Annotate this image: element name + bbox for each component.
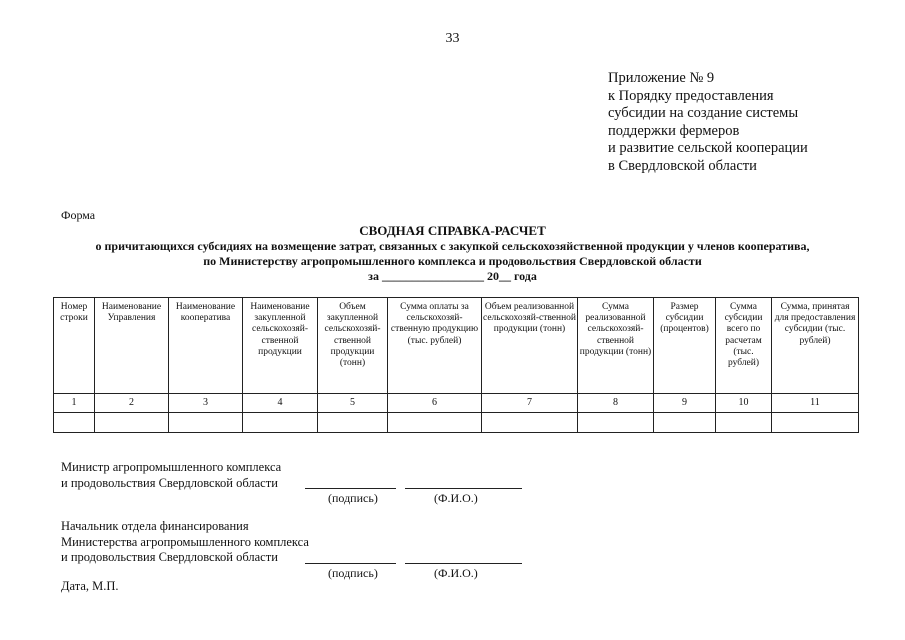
table-cell[interactable] — [95, 413, 169, 433]
name-caption: (Ф.И.О.) — [434, 566, 478, 580]
document-period: за _________________ 20__ года — [368, 269, 537, 283]
signature-caption: (подпись) — [328, 491, 378, 505]
table-cell[interactable] — [318, 413, 388, 433]
document-subtitle: о причитающихся субсидиях на возмещение затрат, связанных с закупкой сельскохозяйственной продукции у членов кооператива, — [95, 239, 810, 253]
table-cell[interactable] — [54, 413, 95, 433]
column-number: 7 — [482, 394, 578, 413]
date-stamp-label: Дата, М.П. — [61, 579, 119, 593]
column-number: 3 — [169, 394, 243, 413]
appendix-line: в Свердловской области — [608, 157, 757, 174]
column-header: Объем закупленной сельскохозяй-ственной продукции (тонн) — [318, 298, 388, 394]
signer-title-line: Министерства агропромышленного комплекса — [61, 534, 309, 549]
calculation-table — [53, 297, 859, 433]
minister-title — [61, 460, 281, 491]
signer-title-line: Начальник отдела финансирования — [61, 519, 249, 533]
signer-title-line: Министр агропромышленного комплекса — [61, 460, 282, 474]
column-header: Сумма субсидии всего по расчетам (тыс. рублей) — [716, 298, 772, 394]
column-header: Сумма реализованной сельскохозяй-ственной продукции (тонн) — [578, 298, 654, 394]
form-label: Форма — [61, 208, 96, 222]
minister-name-line[interactable] — [405, 488, 522, 489]
column-header: Сумма, принятая для предоставления субсидии (тыс. рублей) — [772, 298, 859, 394]
column-header: Наименование закупленной сельскохозяй-ственной продукции — [243, 298, 318, 394]
column-number: 11 — [772, 394, 859, 413]
column-number: 9 — [654, 394, 716, 413]
table-cell[interactable] — [716, 413, 772, 433]
column-number: 8 — [578, 394, 654, 413]
minister-signature-line[interactable] — [305, 488, 396, 489]
column-number: 4 — [243, 394, 318, 413]
appendix-block — [608, 70, 808, 175]
column-number: 1 — [54, 394, 95, 413]
signer-title-line: и продовольствия Свердловской области — [61, 475, 278, 490]
column-header: Номер строки — [54, 298, 95, 394]
column-number: 5 — [318, 394, 388, 413]
table-row — [54, 413, 859, 433]
table-cell[interactable] — [169, 413, 243, 433]
appendix-line: Приложение № 9 — [608, 70, 715, 86]
column-header: Наименование Управления — [95, 298, 169, 394]
document-subtitle: по Министерству агропромышленного комплекса и продовольствия Свердловской области — [203, 254, 702, 268]
name-caption: (Ф.И.О.) — [434, 491, 478, 505]
column-header: Сумма оплаты за сельскохозяй-ственную продукцию (тыс. рублей) — [388, 298, 482, 394]
signature-caption: (подпись) — [328, 566, 378, 580]
table-cell[interactable] — [654, 413, 716, 433]
table-cell[interactable] — [482, 413, 578, 433]
column-number: 10 — [716, 394, 772, 413]
column-number: 6 — [388, 394, 482, 413]
column-header: Объем реализованной сельскохозяй-ственной продукции (тонн) — [482, 298, 578, 394]
appendix-line: субсидии на создание системы — [608, 105, 799, 121]
document-title: СВОДНАЯ СПРАВКА-РАСЧЕТ — [359, 223, 546, 238]
page-number: 33 — [445, 31, 460, 46]
appendix-line: и развитие сельской кооперации — [608, 140, 808, 156]
table-cell[interactable] — [243, 413, 318, 433]
head-name-line[interactable] — [405, 563, 522, 564]
appendix-line: к Порядку предоставления — [608, 87, 774, 104]
column-number: 2 — [95, 394, 169, 413]
table-cell[interactable] — [772, 413, 859, 433]
table-cell[interactable] — [578, 413, 654, 433]
column-number-row — [54, 394, 859, 413]
appendix-line: поддержки фермеров — [608, 122, 740, 139]
head-title — [61, 519, 309, 566]
table-cell[interactable] — [388, 413, 482, 433]
signer-title-line: и продовольствия Свердловской области — [61, 550, 278, 564]
column-header: Наименование кооператива — [169, 298, 243, 394]
table-header-row — [54, 298, 859, 394]
head-signature-line[interactable] — [305, 563, 396, 564]
column-header: Размер субсидии (процентов) — [654, 298, 716, 394]
